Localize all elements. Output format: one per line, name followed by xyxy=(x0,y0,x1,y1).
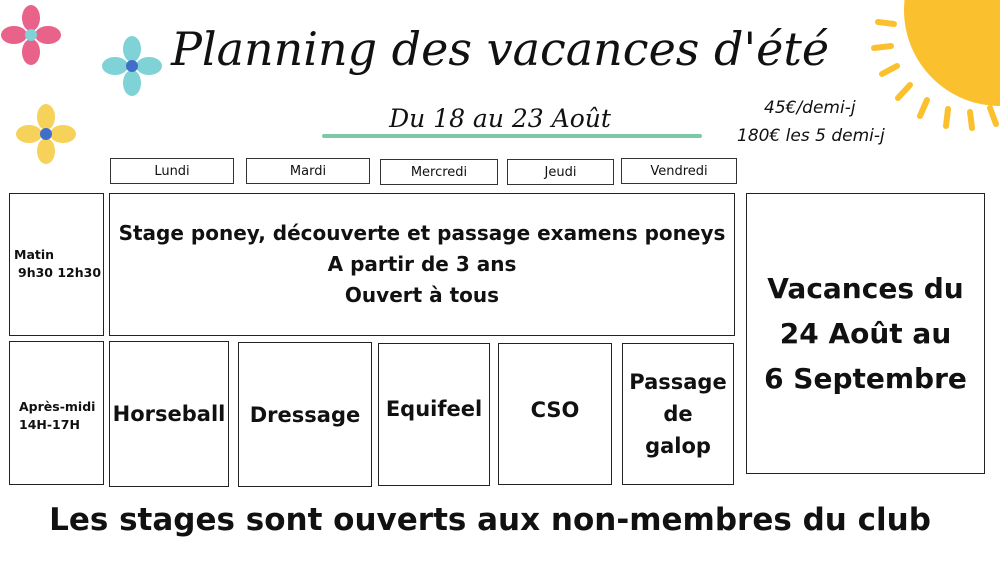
afternoon-label: Après-midi xyxy=(19,399,96,414)
holiday-notice xyxy=(746,193,985,474)
afternoon-row-label xyxy=(9,341,104,485)
price-half-day: 45€/demi-j xyxy=(764,98,856,118)
holiday-line-3: 6 Septembre xyxy=(764,362,967,395)
morning-stage-age: A partir de 3 ans xyxy=(327,252,517,276)
date-range-subtitle: Du 18 au 23 Août xyxy=(389,104,611,133)
day-header-mercredi: Mercredi xyxy=(380,159,498,185)
day-header-jeudi: Jeudi xyxy=(507,159,614,185)
holiday-line-2: 24 Août au xyxy=(779,317,952,350)
activity-passage-de-galop: Passage de galop xyxy=(622,343,734,485)
activity-horseball: Horseball xyxy=(109,341,229,487)
holiday-line-1: Vacances du xyxy=(767,272,964,305)
flower-pink-icon xyxy=(0,4,62,66)
activity-equifeel: Equifeel xyxy=(378,343,490,486)
flower-yellow-icon xyxy=(16,104,76,164)
morning-stage-description: Stage poney, découverte et passage examens poneys xyxy=(118,221,726,245)
morning-label: Matin xyxy=(14,247,55,262)
morning-stage-open: Ouvert à tous xyxy=(344,283,500,307)
day-header-mardi: Mardi xyxy=(246,158,370,184)
price-five-half-days: 180€ les 5 demi-j xyxy=(737,126,885,146)
morning-stage-cell xyxy=(109,193,735,336)
footer-notice: Les stages sont ouverts aux non-membres du club xyxy=(49,502,931,538)
subtitle-underline xyxy=(322,134,702,138)
afternoon-hours: 14H-17H xyxy=(19,417,80,432)
day-header-lundi: Lundi xyxy=(110,158,234,184)
activity-cso: CSO xyxy=(498,343,612,485)
day-header-vendredi: Vendredi xyxy=(621,158,737,184)
page-title: Planning des vacances d'été xyxy=(170,22,830,76)
morning-hours: 9h30 12h30 xyxy=(18,265,102,280)
morning-row-label xyxy=(9,193,104,336)
sun-icon xyxy=(860,0,1000,140)
activity-dressage: Dressage xyxy=(238,342,372,487)
